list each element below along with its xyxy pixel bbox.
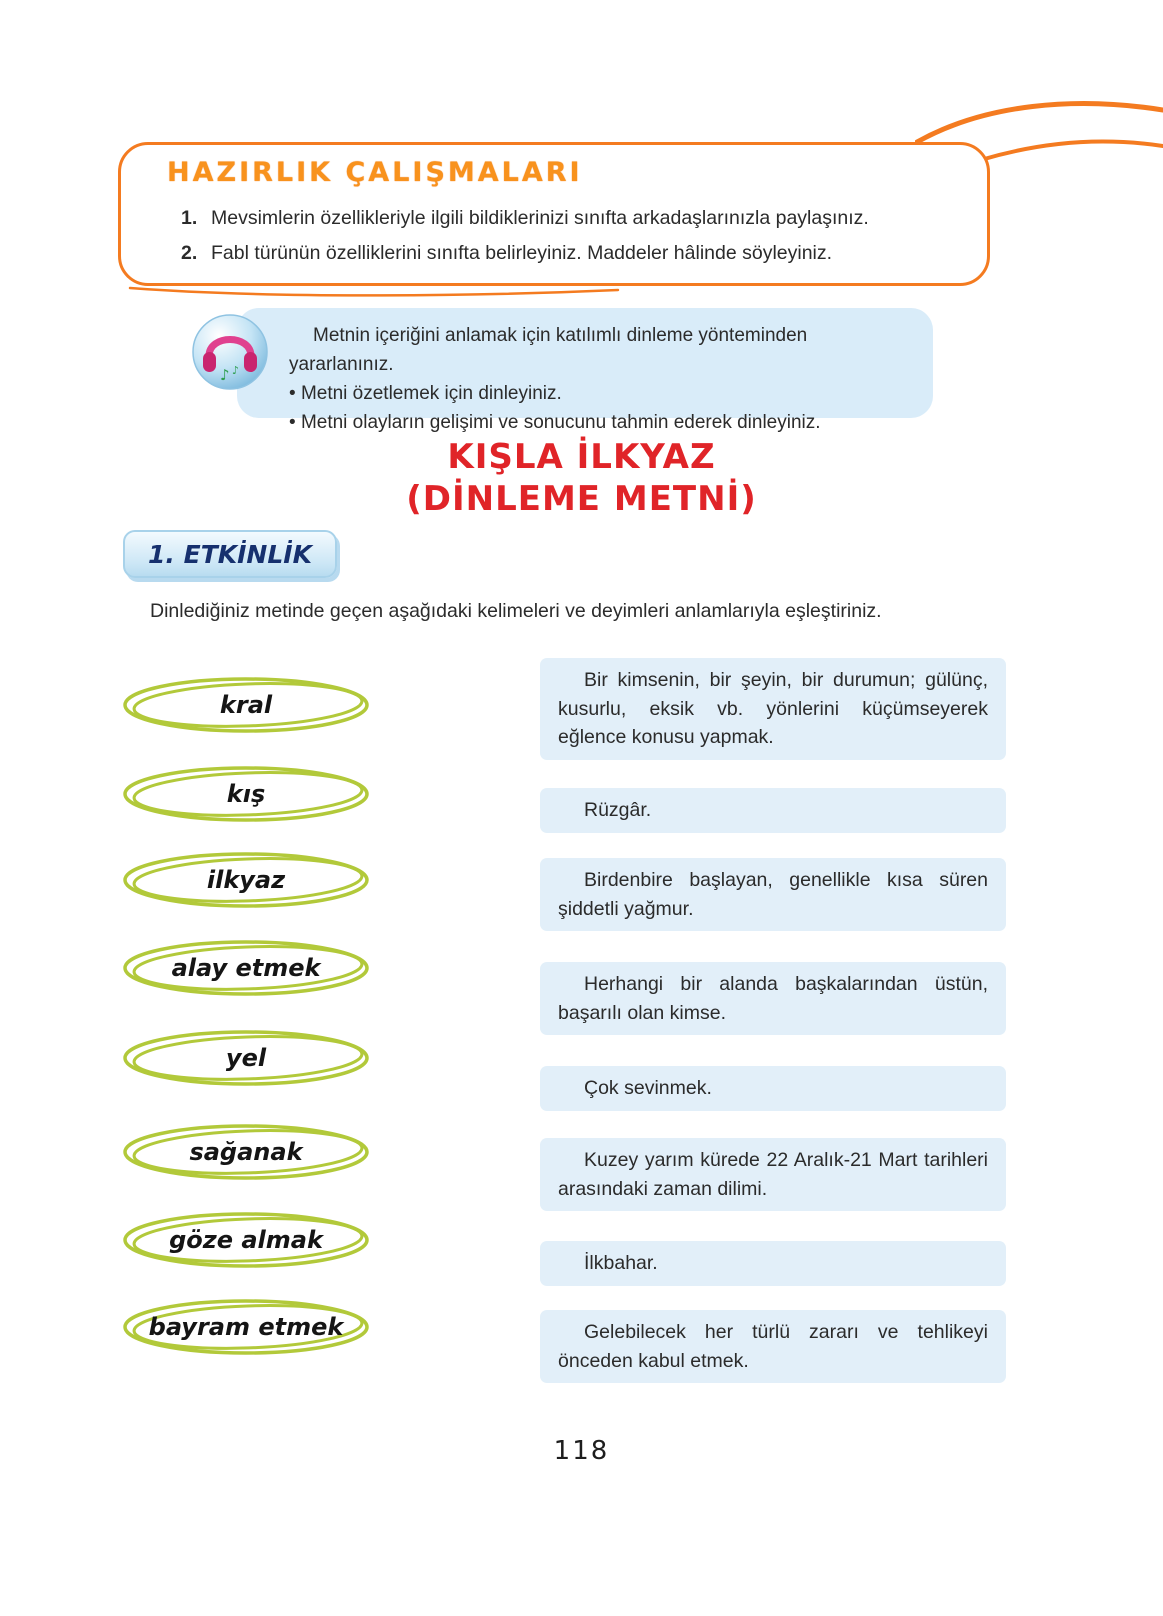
word-label: yel	[225, 1044, 267, 1072]
definition-box-6[interactable]	[540, 1138, 1006, 1211]
word-ilkyaz[interactable]	[120, 851, 372, 909]
text-title-line2: (DİNLEME METNİ)	[406, 479, 757, 519]
listening-intro-text: Metnin içeriğini anlamak için katılımlı dinleme yönteminden yararlanınız.	[289, 325, 808, 375]
definition-text: Bir kimsenin, bir şeyin, bir durumun; gülünç, kusurlu, eksik vb. yönlerini küçümseyerek eğlence konusu yapmak.	[558, 669, 988, 748]
definition-text: İlkbahar.	[584, 1252, 658, 1274]
prep-item-2-number: 2.	[181, 242, 198, 264]
listening-bullet-2: • Metni olayların gelişimi ve sonucunu tahmin ederek dinleyiniz.	[289, 408, 909, 437]
activity-badge: 1. ETKİNLİK	[123, 530, 337, 578]
definition-box-5[interactable]	[540, 1066, 1006, 1111]
definition-box-2[interactable]	[540, 788, 1006, 833]
definition-box-4[interactable]	[540, 962, 1006, 1035]
definition-text: Çok sevinmek.	[584, 1077, 712, 1099]
word-label: kral	[219, 691, 273, 719]
prep-item-2	[167, 236, 947, 271]
svg-text:♪: ♪	[232, 364, 240, 377]
prep-box-sketch-line	[122, 284, 622, 304]
prep-title: HAZIRLIK ÇALIŞMALARI	[167, 157, 583, 188]
definition-box-1[interactable]	[540, 658, 1006, 760]
word-kis[interactable]	[120, 765, 372, 823]
prep-items-list	[167, 201, 947, 271]
preparation-box	[118, 142, 990, 286]
word-label: ilkyaz	[206, 866, 286, 894]
word-alay-etmek[interactable]	[120, 939, 372, 997]
page-number: 118	[553, 1436, 610, 1466]
word-label: kış	[226, 780, 266, 808]
definition-box-8[interactable]	[540, 1310, 1006, 1383]
word-goze-almak[interactable]	[120, 1211, 372, 1269]
prep-item-1	[167, 201, 947, 236]
text-title-line1: KIŞLA İLKYAZ	[447, 437, 716, 477]
word-kral[interactable]	[120, 676, 372, 734]
word-label: alay etmek	[171, 954, 321, 982]
definition-text: Gelebilecek her türlü zararı ve tehlikeyi önceden kabul etmek.	[558, 1321, 988, 1372]
prep-item-1-number: 1.	[181, 207, 198, 229]
word-bayram-etmek[interactable]	[120, 1298, 372, 1356]
definition-box-3[interactable]	[540, 858, 1006, 931]
word-label: göze almak	[169, 1226, 323, 1254]
listening-instructions-box	[237, 308, 933, 433]
word-saganak[interactable]	[120, 1123, 372, 1181]
word-yel[interactable]	[120, 1029, 372, 1087]
word-label: bayram etmek	[148, 1313, 344, 1341]
listening-bullets	[289, 379, 909, 437]
definition-box-7[interactable]	[540, 1241, 1006, 1286]
prep-item-1-text: Mevsimlerin özellikleriyle ilgili bildiklerinizi sınıfta arkadaşlarınızla paylaşınız.	[211, 207, 869, 229]
activity-instruction: Dinlediğiniz metinde geçen aşağıdaki kelimeleri ve deyimleri anlamlarıyla eşleştiriniz.	[150, 600, 882, 622]
svg-text:♪: ♪	[220, 366, 230, 384]
definition-text: Herhangi bir alanda başkalarından üstün, başarılı olan kimse.	[558, 973, 988, 1024]
prep-item-2-text: Fabl türünün özelliklerini sınıfta belirleyiniz. Maddeler hâlinde söyleyiniz.	[211, 242, 833, 264]
definition-text: Kuzey yarım kürede 22 Aralık-21 Mart tarihleri arasındaki zaman dilimi.	[558, 1149, 988, 1200]
definition-text: Rüzgâr.	[584, 799, 652, 821]
listening-bullet-1: • Metni özetlemek için dinleyiniz.	[289, 379, 909, 408]
headphones-icon	[190, 312, 270, 392]
word-label: sağanak	[189, 1138, 303, 1166]
definition-text: Birdenbire başlayan, genellikle kısa süren şiddetli yağmur.	[558, 869, 988, 920]
text-title	[0, 436, 1163, 520]
